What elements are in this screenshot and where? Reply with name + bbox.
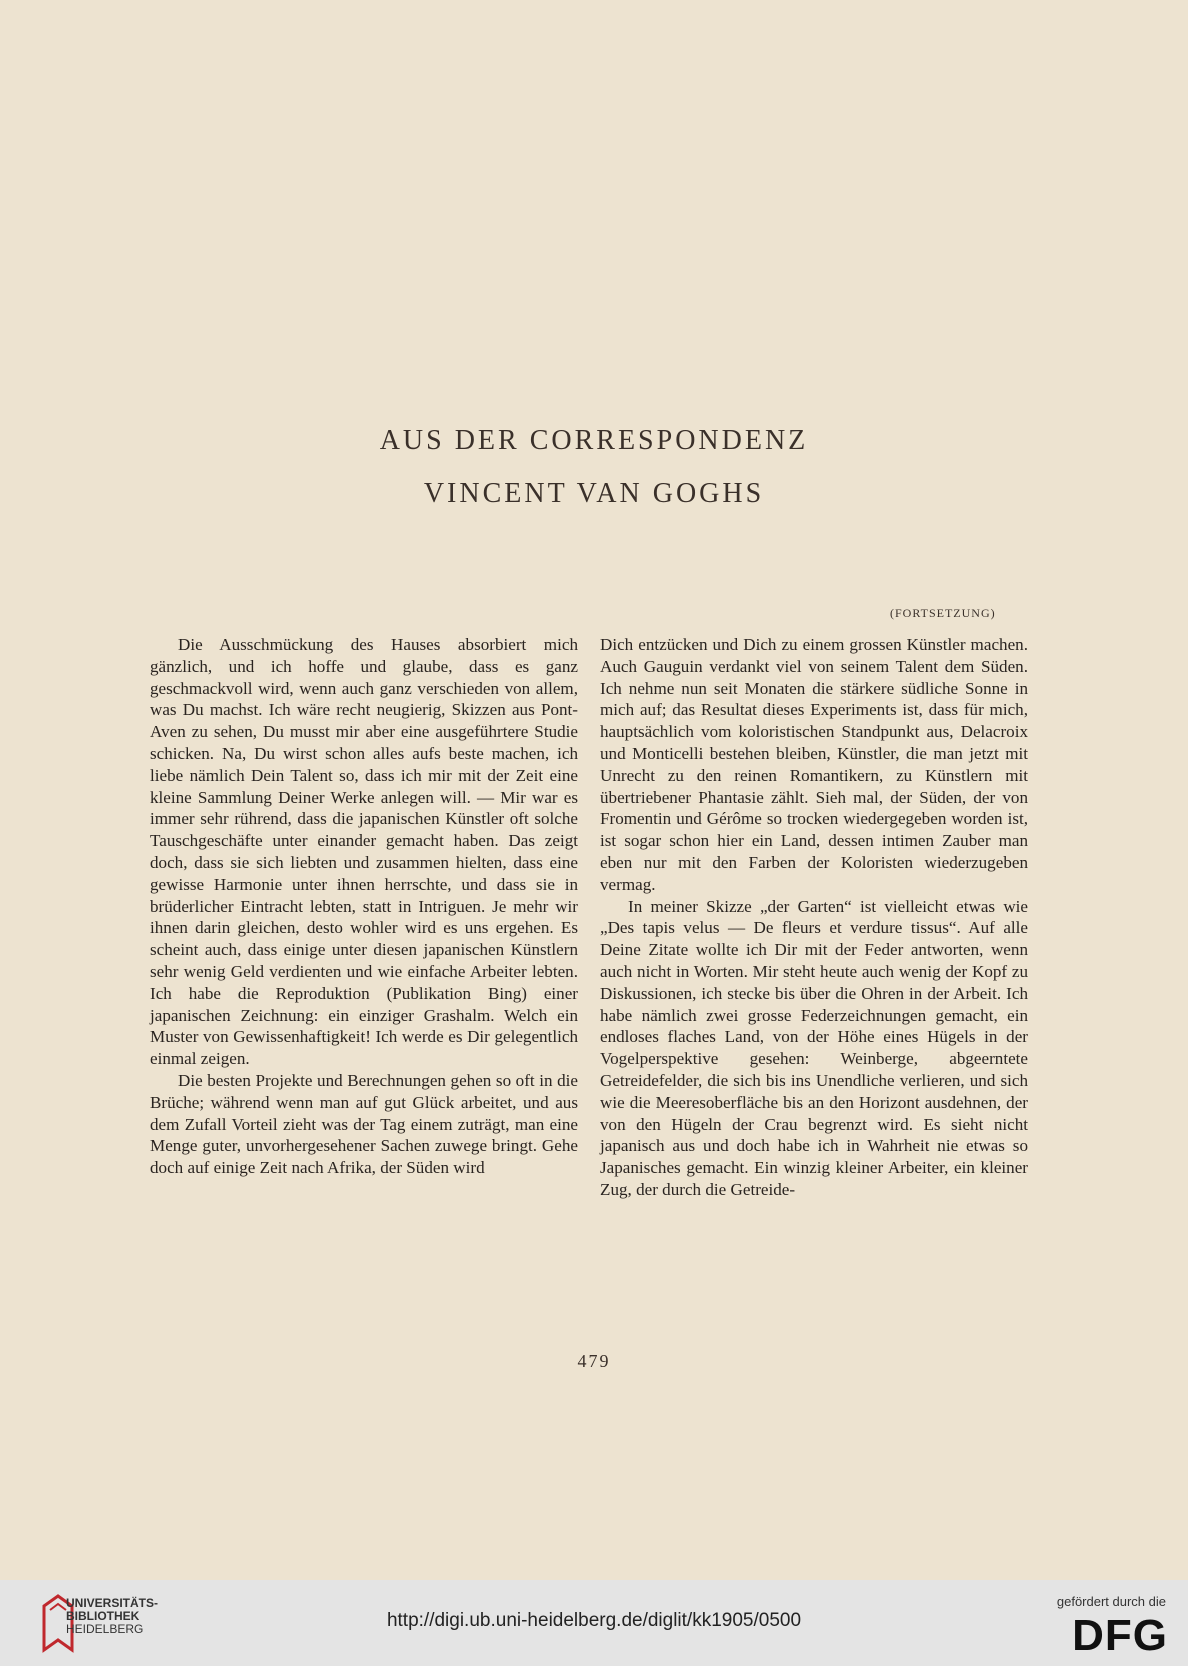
paragraph: Die Ausschmückung des Hauses absorbiert mich gänzlich, und ich hoffe und glaube, dass es ganz geschmackvoll wird, wenn auch ganz verschieden von allem, was Du machst. Ich wäre recht neugierig, Skizzen aus Pont-Aven zu sehen, Du musst mir aber eine ausgeführtere Studie schicken. Na, Du wirst schon alles aufs beste machen, ich liebe nämlich Dein Talent so, dass ich mir mit der Zeit eine kleine Sammlung Deiner Werke anlegen will. — Mir war es immer sehr rührend, dass die japanischen Künstler oft solche Tauschgeschäfte unter einander gemacht haben. Das zeigt doch, dass sie sich liebten und zusammen hielten, dass eine gewisse Harmonie unter ihnen herrschte, und dass sie in brüderlicher Eintracht lebten, statt in Intriguen. Je mehr wir ihnen darin gleichen, desto wohler wird es uns ergehen. Es scheint auch, dass einige unter diesen japanischen Künstlern sehr wenig Geld verdienten und wie einfache Arbeiter lebten. Ich habe die Reproduktion (Publikation Bing) einer japanischen Zeichnung: ein einziger Grashalm. Welch ein Muster von Gewissenhaftigkeit! Ich werde es Dir gelegentlich einmal zeigen.: [150, 635, 578, 1069]
library-name-line-1: UNIVERSITÄTS-: [66, 1596, 159, 1610]
library-name-line-3: HEIDELBERG: [66, 1622, 144, 1636]
right-text-column: [600, 634, 1028, 1201]
dfg-logo[interactable]: DFG: [1072, 1611, 1168, 1660]
paragraph: Die besten Projekte und Berechnungen gehen so oft in die Brüche; während wenn man auf gut Glück arbeitet, und aus dem Zufall Vorteil zieht was der Tag einem zuträgt, man eine Menge guter, unvorhergesehener Sachen zuwege bringt. Gehe doch auf einige Zeit nach Afrika, der Süden wird: [150, 1070, 578, 1178]
paragraph: Dich entzücken und Dich zu einem grossen Künstler machen. Auch Gauguin verdankt viel von seinem Talent dem Süden. Ich nehme nun seit Monaten die stärkere südliche Sonne in mich auf; das Resultat dieses Experiments ist, dass für mich, hauptsächlich vom koloristischen Standpunkt aus, Delacroix und Monticelli bestehen bleiben, Künstler, die man jetzt mit Unrecht zu den reinen Romantikern, zu Künstlern mit übertriebener Phantasie zählt. Sieh mal, der Süden, der von Fromentin und Gérôme so trocken wiedergegeben worden ist, ist sogar schon hier ein Land, dessen intimen Zauber man eben nur mit den Farben der Koloristen wiederzugeben vermag.: [600, 635, 1028, 894]
page-number: 479: [577, 1351, 611, 1371]
digitization-footer: [0, 1580, 1188, 1666]
article-title-line-2: VINCENT VAN GOGHS: [423, 478, 765, 509]
article-title-line-1: AUS DER CORRESPONDENZ: [379, 425, 809, 456]
paragraph: In meiner Skizze „der Garten“ ist vielleicht etwas wie „Des tapis velus — De fleurs et verdure tissus“. Auf alle Deine Zitate wollte ich Dir mit der Feder antworten, wenn auch nicht in Worten. Mir steht heute auch wenig der Kopf zu Diskussionen, ich stecke bis über die Ohren in der Arbeit. Ich habe nämlich zwei grosse Federzeichnungen gemacht, ein endloses flaches Land, von der Höhe eines Hügels in der Vogelperspektive gesehen: Weinberge, abgeerntete Getreidefelder, die sich bis ins Unendliche verlieren, und sich wie die Meeresoberfläche bis an den Horizont ausdehnen, der von den Hügeln der Crau begrenzt wird. Es sieht nicht japanisch aus und doch habe ich in Wahrheit nie etwas so Japanisches gemacht. Ein winzig kleiner Arbeiter, ein kleiner Zug, der durch die Getreide-: [600, 896, 1028, 1199]
funded-by-label: gefördert durch die: [1056, 1594, 1166, 1609]
left-text-column: [150, 634, 578, 1179]
library-name-line-2: BIBLIOTHEK: [66, 1609, 140, 1623]
permalink-url[interactable]: http://digi.ub.uni-heidelberg.de/diglit/kk1905/0500: [386, 1610, 802, 1631]
continuation-note: (FORTSETZUNG): [890, 606, 996, 620]
